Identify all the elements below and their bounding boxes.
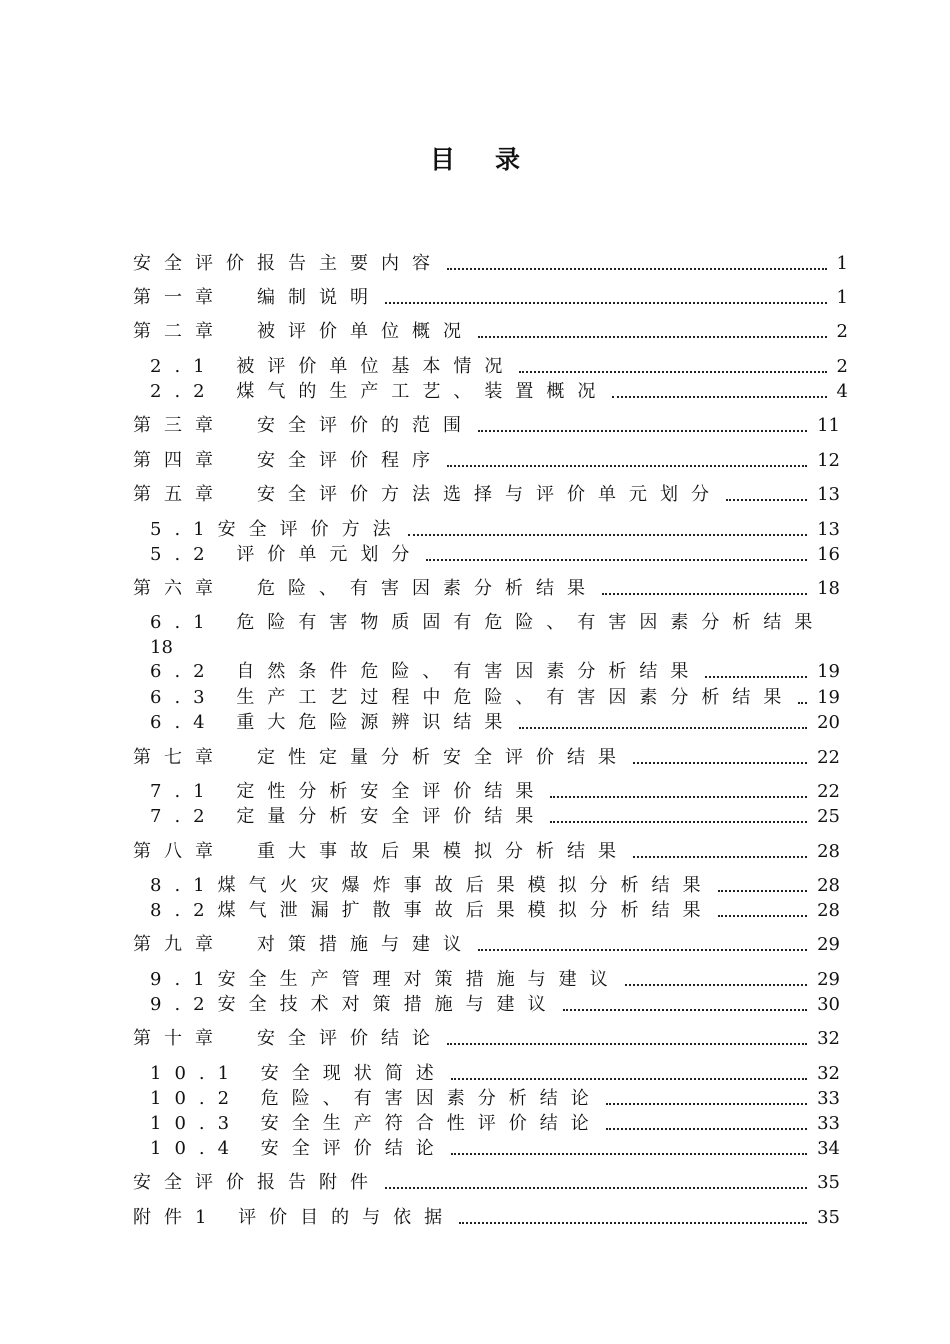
toc-entry[interactable] — [150, 780, 840, 804]
toc-entry-page: 4 — [836, 381, 848, 402]
dot-leader — [705, 675, 807, 678]
toc-entry-title: 9.1安全生产管理对策措施与建议 — [150, 969, 621, 990]
dot-leader — [798, 701, 807, 704]
toc-entry-page: 12 — [817, 450, 840, 471]
toc-entry-page: 1 — [836, 287, 848, 308]
toc-entry[interactable] — [133, 449, 840, 473]
toc-entry-page: 29 — [817, 969, 840, 990]
toc-entry-title: 10.3 安全生产符合性评价结论 — [150, 1113, 602, 1134]
toc-entry-title: 第一章 编制说明 — [133, 287, 381, 308]
toc-entry-title: 第七章 定性定量分析安全评价结果 — [133, 747, 629, 768]
dot-leader — [612, 395, 826, 398]
toc-entry-title: 10.1 安全现状简述 — [150, 1063, 447, 1084]
title-char-1: 目 — [429, 145, 455, 174]
toc-entry[interactable] — [150, 899, 840, 923]
title-char-2: 录 — [495, 145, 521, 174]
dot-leader — [447, 464, 807, 467]
toc-entry-title: 第六章 危险、有害因素分析结果 — [133, 578, 598, 599]
toc-entry-title: 2.2 煤气的生产工艺、装置概况 — [150, 381, 609, 402]
toc-entry[interactable] — [133, 286, 848, 310]
toc-entry-page: 32 — [817, 1063, 840, 1084]
toc-entry[interactable] — [150, 1137, 840, 1161]
toc-entry[interactable] — [150, 1087, 840, 1111]
dot-leader — [633, 761, 807, 764]
toc-entry[interactable] — [133, 483, 840, 507]
dot-leader — [447, 1042, 807, 1045]
dot-leader — [459, 1221, 807, 1224]
toc-entry-page: 34 — [817, 1138, 840, 1159]
toc-entry[interactable] — [150, 711, 840, 735]
toc-entry[interactable] — [150, 805, 840, 829]
toc-entry-page: 28 — [817, 875, 840, 896]
dot-leader — [606, 1102, 807, 1105]
toc-entry-title: 5.1安全评价方法 — [150, 519, 404, 540]
toc-entry-title: 10.2 危险、有害因素分析结论 — [150, 1088, 602, 1109]
toc-entry[interactable] — [150, 1062, 840, 1086]
toc-entry[interactable] — [150, 660, 840, 684]
dot-leader — [633, 855, 807, 858]
toc-entry-title: 7.2 定量分析安全评价结果 — [150, 806, 547, 827]
toc-entry[interactable] — [150, 518, 840, 542]
toc-entry-page: 33 — [817, 1088, 840, 1109]
toc-entry-page: 20 — [817, 712, 840, 733]
toc-entry-page: 28 — [817, 900, 840, 921]
toc-entry-page: 19 — [817, 687, 840, 708]
dot-leader — [451, 1152, 807, 1155]
toc-entry-page: 11 — [817, 415, 840, 436]
toc-entry-title: 7.1 定性分析安全评价结果 — [150, 781, 547, 802]
toc-entry[interactable] — [150, 543, 840, 567]
toc-entry-page: 19 — [817, 661, 840, 682]
toc-entry[interactable] — [150, 993, 840, 1017]
toc-entry-page: 25 — [817, 806, 840, 827]
toc-entry-title: 8.2煤气泄漏扩散事故后果模拟分析结果 — [150, 900, 714, 921]
dot-leader — [385, 301, 827, 304]
toc-entry[interactable] — [133, 1027, 840, 1051]
toc-entry-title: 附件1 评价目的与依据 — [133, 1207, 456, 1228]
toc-entry-title: 9.2安全技术对策措施与建议 — [150, 994, 559, 1015]
dot-leader — [563, 1008, 807, 1011]
toc-entry-title: 2.1 被评价单位基本情况 — [150, 356, 516, 377]
toc-entry-title: 第二章 被评价单位概况 — [133, 321, 474, 342]
toc-entry-page: 30 — [817, 994, 840, 1015]
toc-entry[interactable] — [133, 252, 848, 276]
toc-entry-page: 1 — [836, 253, 848, 274]
toc-entry[interactable] — [133, 320, 848, 344]
dot-leader — [718, 914, 807, 917]
toc-entry-title: 第三章 安全评价的范围 — [133, 415, 474, 436]
toc-entry-page: 29 — [817, 934, 840, 955]
toc-entry-title: 安全评价报告附件 — [133, 1172, 381, 1193]
toc-entry-page: 2 — [836, 356, 848, 377]
toc-entry-page: 18 — [817, 578, 840, 599]
dot-leader — [726, 498, 807, 501]
toc-entry[interactable] — [150, 380, 848, 404]
toc-entry[interactable] — [133, 414, 840, 438]
toc-entry[interactable] — [150, 611, 830, 635]
dot-leader — [408, 533, 807, 536]
dot-leader — [478, 948, 807, 951]
toc-entry-page: 33 — [817, 1113, 840, 1134]
toc-entry[interactable] — [133, 746, 840, 770]
toc-entry-title: 6.4 重大危险源辨识结果 — [150, 712, 516, 733]
toc-entry[interactable] — [133, 1206, 840, 1230]
dot-leader — [625, 983, 807, 986]
toc-entry-page: 18 — [150, 637, 173, 658]
toc-entry[interactable] — [133, 933, 840, 957]
dot-leader — [602, 592, 807, 595]
toc-entry-title: 10.4 安全评价结论 — [150, 1138, 447, 1159]
toc-entry-page: 22 — [817, 747, 840, 768]
toc-entry-page: 28 — [817, 841, 840, 862]
dot-leader — [550, 820, 807, 823]
dot-leader — [447, 267, 827, 270]
dot-leader — [519, 726, 807, 729]
dot-leader — [718, 889, 807, 892]
dot-leader — [550, 795, 807, 798]
toc-entry-page: 16 — [817, 544, 840, 565]
toc-entry-title: 5.2 评价单元划分 — [150, 544, 423, 565]
toc-entry-title: 8.1煤气火灾爆炸事故后果模拟分析结果 — [150, 875, 714, 896]
toc-entry[interactable] — [150, 874, 840, 898]
toc-entry-page: 35 — [817, 1207, 840, 1228]
toc-entry-page: 32 — [817, 1028, 840, 1049]
toc-entry-title: 6.1 危险有害物质固有危险、有害因素分析结果 — [150, 612, 826, 633]
dot-leader — [478, 429, 807, 432]
dot-leader — [478, 335, 827, 338]
toc-entry-title: 第九章 对策措施与建议 — [133, 934, 474, 955]
toc-entry-page: 13 — [817, 519, 840, 540]
dot-leader — [426, 558, 807, 561]
toc-entry-title: 第八章 重大事故后果模拟分析结果 — [133, 841, 629, 862]
toc-entry[interactable] — [150, 968, 840, 992]
toc-entry-page: 35 — [817, 1172, 840, 1193]
toc-entry[interactable] — [133, 1171, 840, 1195]
dot-leader — [606, 1127, 807, 1130]
dot-leader — [451, 1077, 807, 1080]
toc-entry[interactable] — [150, 686, 840, 710]
toc-entry-title: 第五章 安全评价方法选择与评价单元划分 — [133, 484, 722, 505]
toc-entry-page: 2 — [836, 321, 848, 342]
toc-entry-title: 安全评价报告主要内容 — [133, 253, 443, 274]
dot-leader — [519, 370, 826, 373]
dot-leader — [385, 1186, 807, 1189]
toc-entry-title: 第四章 安全评价程序 — [133, 450, 443, 471]
toc-entry[interactable] — [133, 840, 840, 864]
toc-entry[interactable] — [133, 577, 840, 601]
toc-entry-title: 6.2 自然条件危险、有害因素分析结果 — [150, 661, 702, 682]
toc-entry-title: 第十章 安全评价结论 — [133, 1028, 443, 1049]
toc-entry-title: 6.3 生产工艺过程中危险、有害因素分析结果 — [150, 687, 795, 708]
toc-entry-page: 13 — [817, 484, 840, 505]
toc-entry[interactable] — [150, 1112, 840, 1136]
toc-entry-page: 22 — [817, 781, 840, 802]
toc-entry[interactable] — [150, 355, 848, 379]
